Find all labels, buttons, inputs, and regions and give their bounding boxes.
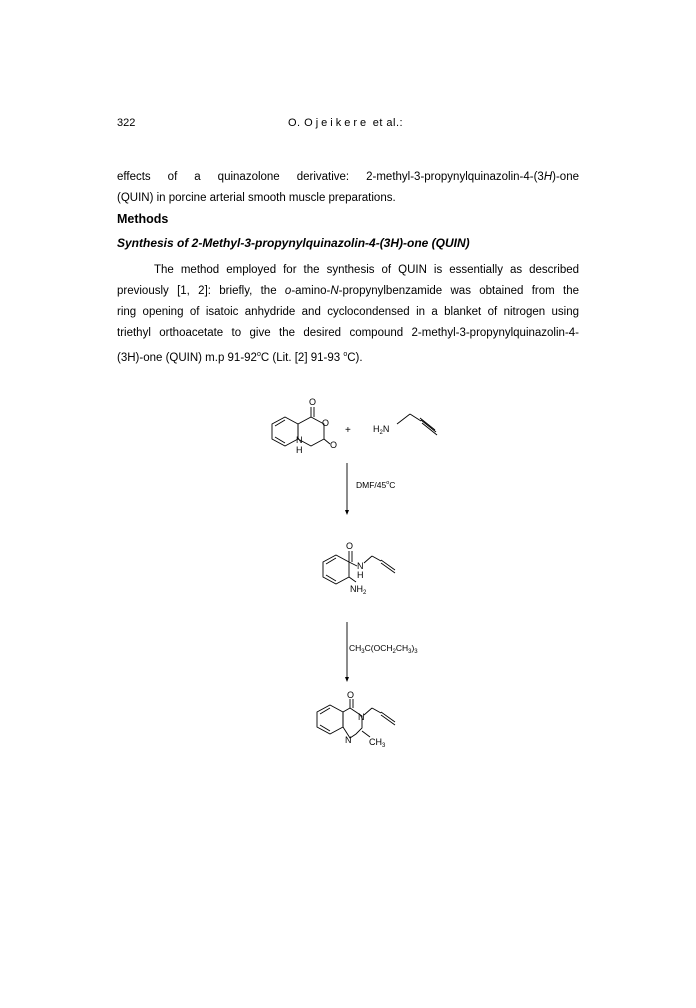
step1-reagent-label: DMF/45$^o$C <box>356 480 396 490</box>
quin-n3-label: N <box>358 712 365 722</box>
benzamide-oxygen-label: O <box>346 541 354 551</box>
methods-line-2: previously [1, 2]: briefly, the o-amino-N-propynylbenzamide was obtained from the <box>117 285 579 297</box>
intro-line-2: (QUIN) in porcine arterial smooth muscle preparations. <box>117 192 396 204</box>
section-heading: Methods <box>117 212 169 226</box>
step2-reagent-label: $CH_3C(OCH_2CH_3)_3$ <box>349 643 418 655</box>
isatoic-ring-oxygen-label: O <box>322 418 330 428</box>
plus-sign: + <box>345 425 351 436</box>
ch3-label: $CH_3$ <box>369 737 386 749</box>
running-title: O. Ojeikere et al.: <box>288 117 404 129</box>
benzamide-nitrogen-label: N <box>357 561 364 571</box>
isatoic-oxygen-label: O <box>309 397 317 407</box>
quin-n1-label: N <box>345 735 352 745</box>
isatoic-nitrogen-label: N <box>296 435 303 445</box>
isatoic-hydrogen-label: H <box>296 445 303 455</box>
benzamide-hydrogen-label: H <box>357 570 364 580</box>
quin-structure <box>317 699 395 738</box>
methods-line-4: triethyl orthoacetate to give the desired compound 2-methyl-3-propynylquinazolin-4- <box>117 327 579 339</box>
methods-line-3: ring opening of isatoic anhydride and cyclocondensed in a blanket of nitrogen using <box>117 306 579 318</box>
isatoic-carbonyl-oxygen-label: O <box>330 440 338 450</box>
methods-line-1: The method employed for the synthesis of QUIN is essentially as described <box>154 264 579 276</box>
page-number: 322 <box>117 117 136 129</box>
nh2-label: $NH_2$ <box>350 584 367 596</box>
methods-line-5: (3H)-one (QUIN) m.p 91-92$^o$C (Lit. [2] 91-93 $^o$C). <box>117 351 363 364</box>
intro-line-1: effects of a quinazolone derivative: 2-methyl-3-propynylquinazolin-4-(3H)-one <box>117 171 579 183</box>
arrow-head-2 <box>345 677 349 682</box>
h2n-label: $H_2N$ <box>373 424 390 436</box>
arrow-head-1 <box>345 510 349 515</box>
subsection-heading: Synthesis of 2-Methyl-3-propynylquinazolin-4-(3H)-one (QUIN) <box>117 236 470 250</box>
quin-oxygen-label: O <box>347 690 355 700</box>
propargylamine-structure <box>397 414 437 435</box>
